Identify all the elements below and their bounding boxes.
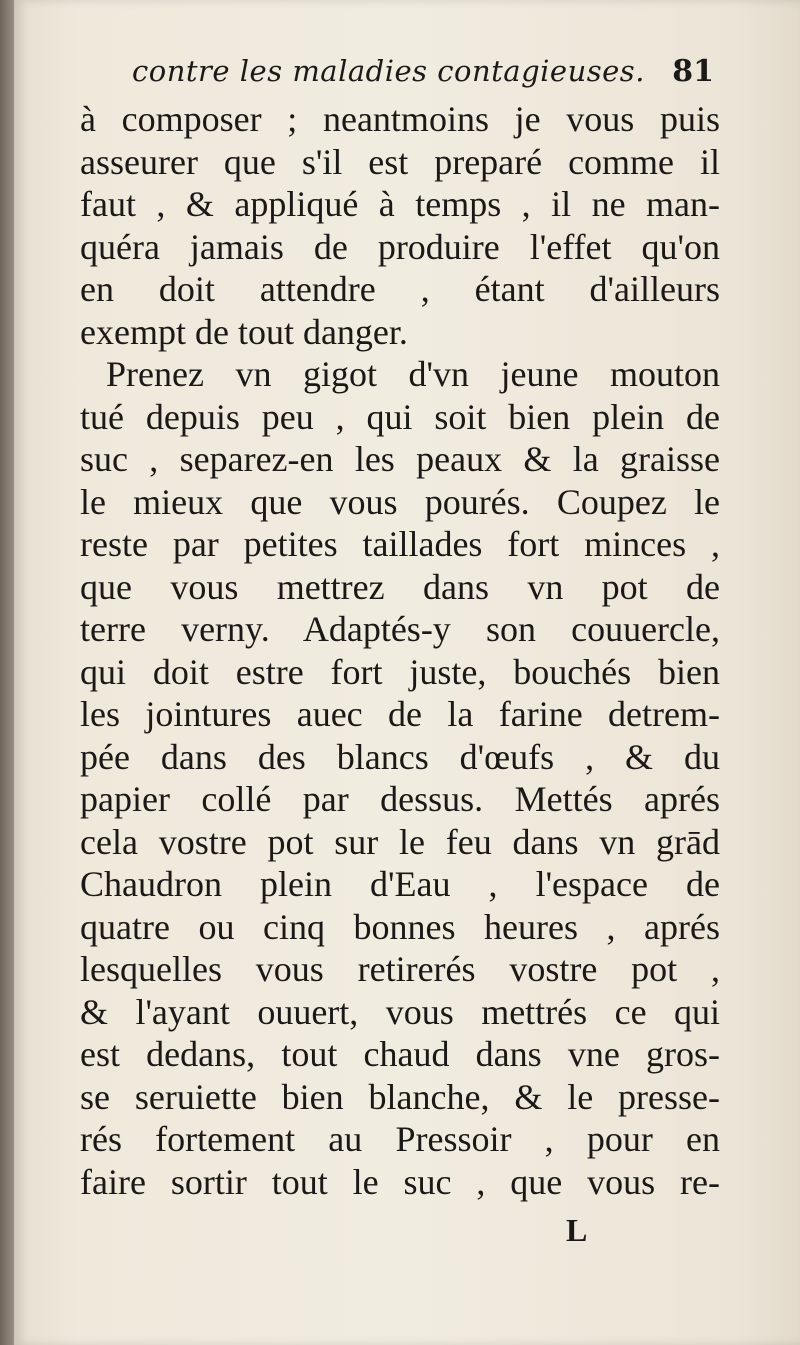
text-line: lesquelles vous retirerés vostre pot ,	[80, 949, 720, 989]
text-line: tué depuis peu , qui soit bien plein de	[80, 396, 720, 437]
text-line: suc , separez-en les peaux & la graisse	[80, 439, 720, 479]
page-header	[100, 54, 720, 98]
text-line: se seruiette bien blanche, & le presse-	[80, 1076, 720, 1117]
text-line: reste par petites taillades fort minces ,	[80, 524, 720, 564]
page-number: 81	[672, 54, 714, 89]
book-gutter	[0, 0, 14, 1345]
text-line: Prenez vn gigot d'vn jeune mouton	[106, 354, 720, 394]
text-line: Chaudron plein d'Eau , l'espace de	[80, 864, 720, 904]
text-line: le mieux que vous pourés. Coupez le	[80, 481, 720, 522]
text-line: terre verny. Adaptés-y son couuercle,	[80, 609, 720, 649]
running-title: contre les maladies contagieuses.	[132, 54, 645, 88]
text-line: cela vostre pot sur le feu dans vn grād	[80, 821, 720, 862]
text-line: est dedans, tout chaud dans vne gros-	[80, 1034, 720, 1074]
body-text	[80, 98, 720, 1203]
text-line: les jointures auec de la farine detrem-	[80, 694, 720, 734]
text-line: quatre ou cinq bonnes heures , aprés	[80, 906, 720, 947]
text-line: rés fortement au Pressoir , pour en	[80, 1119, 720, 1159]
text-line: faire sortir tout le suc , que vous re-	[80, 1161, 720, 1202]
text-line: que vous mettrez dans vn pot de	[80, 566, 720, 607]
text-line: en doit attendre , étant d'ailleurs	[80, 269, 720, 309]
text-line: faut , & appliqué à temps , il ne man-	[80, 184, 720, 224]
signature-mark: L	[566, 1212, 588, 1248]
text-line: papier collé par dessus. Mettés aprés	[80, 779, 720, 819]
text-line: qui doit estre fort juste, bouchés bien	[80, 651, 720, 692]
text-line: à composer ; neantmoins je vous puis	[80, 99, 720, 139]
text-line: quéra jamais de produire l'effet qu'on	[80, 226, 720, 267]
text-line: & l'ayant ouuert, vous mettrés ce qui	[80, 991, 720, 1032]
text-line: exempt de tout danger.	[80, 311, 408, 352]
text-line: pée dans des blancs d'œufs , & du	[80, 736, 720, 777]
text-line: asseurer que s'il est preparé comme il	[80, 141, 720, 182]
